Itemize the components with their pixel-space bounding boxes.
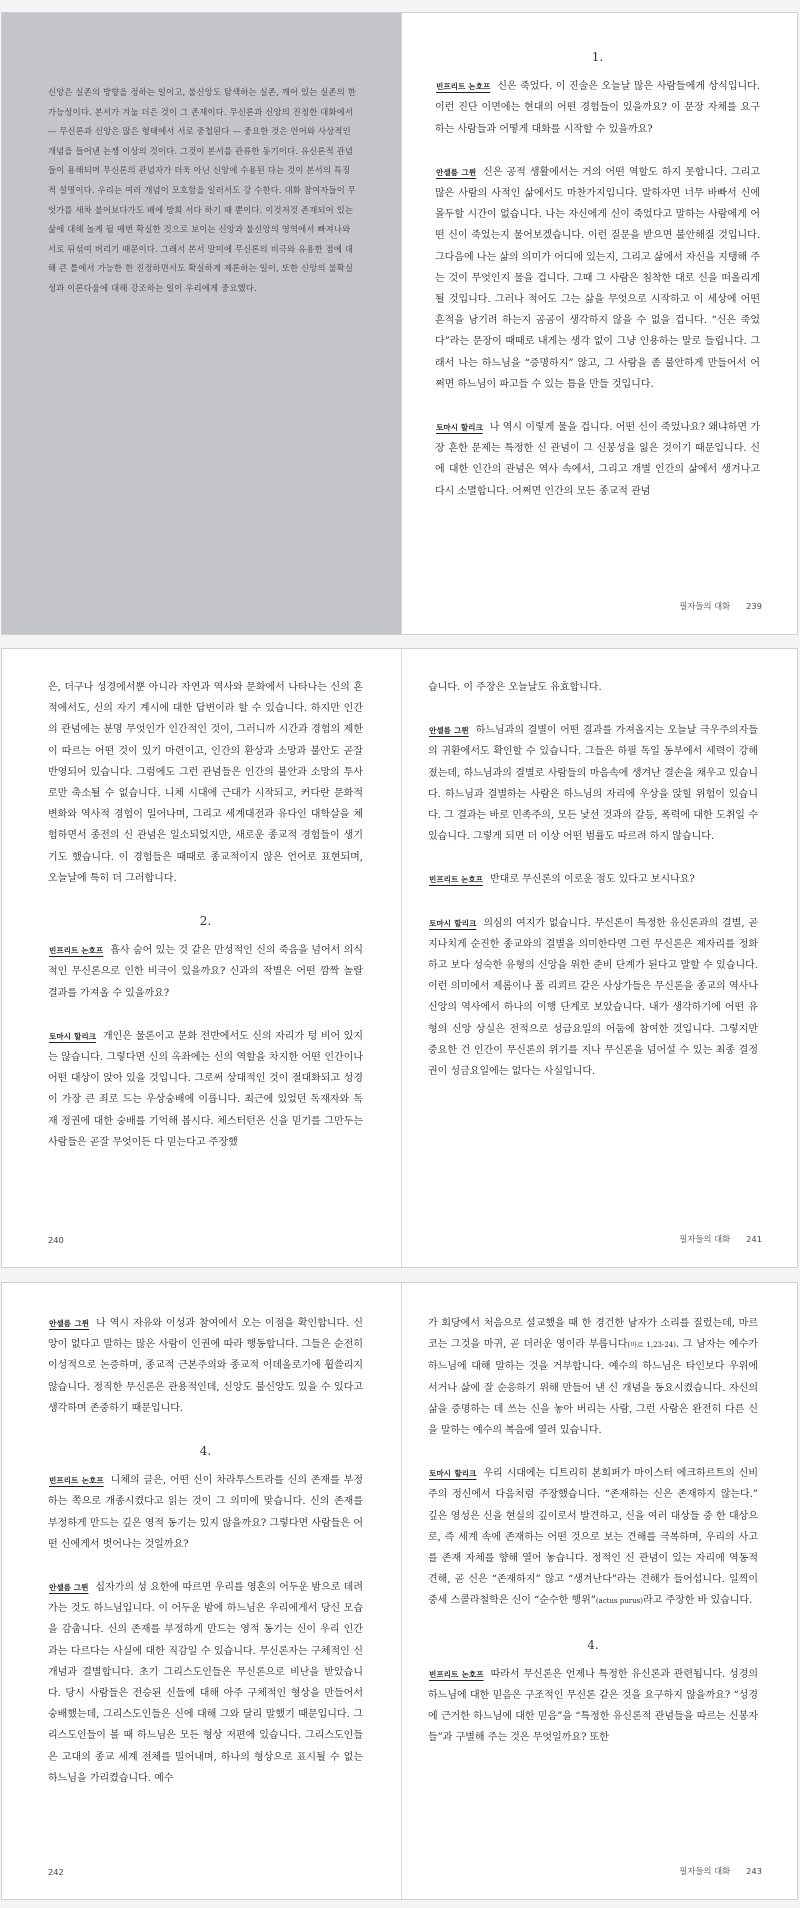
speaker-label: 안셀름 그륀	[429, 726, 469, 736]
spread-240-241	[1, 648, 798, 1268]
speaker-label: 안셀름 그륀	[49, 1319, 90, 1328]
paragraph	[48, 1313, 363, 1419]
speaker-label: 안셀름 그륀	[49, 1583, 89, 1593]
paragraph	[48, 1470, 363, 1555]
page-footer	[679, 1233, 762, 1245]
page-footer	[679, 600, 762, 612]
paragraph-text: 신은 죽었다. 이 진술은 오늘날 많은 사람들에게 상식입니다. 이런 진단 이면에는 현대의 어떤 경험들이 있을까요? 이 문장 자체를 요구하는 사람들과 어떻게 대화를 시작할 수 있을까요?	[435, 81, 760, 135]
paragraph-text: 가 회당에서 처음으로 설교했을 때 한 경건한 남자가 소리를 질렀는데, 마르코는 그것을 마귀, 곧 더러운 영이라 부릅니다	[428, 1318, 758, 1351]
paragraph	[435, 417, 760, 502]
paragraph	[48, 1577, 363, 1789]
page-242-text	[48, 1313, 363, 1811]
paragraph-text: 니체의 글은, 어떤 신이 차라투스트라를 신의 존재를 부정하는 쪽으로 개종시켰다고 읽는 것이 그 의미에 맞습니다. 신의 존재를 부정하게 만드는 깊은 영적 동기는 있지 않을까요? 그렇다면 사람들은 어떤 신에게서 벗어나는 것일까요?	[48, 1475, 363, 1550]
speaker-label: 빈프리트 논호프	[49, 946, 104, 956]
speaker-label: 빈프리트 논호프	[436, 82, 491, 92]
paragraph	[428, 677, 758, 698]
section-number: 4.	[587, 1637, 599, 1652]
paragraph-text: 하느님과의 결별이 어떤 결과를 가져올지는 오늘날 극우주의자들의 귀환에서도 확인할 수 있습니다. 그들은 하필 독일 동부에서 세력이 강해졌는데, 하느님과의 결별로 사람들의 마음속에 생겨난 결손을 채우고 있습니다. 하느님과 결별하는 사람은 하느님의 자리에 우상을 앉힐 위험이 있습니다. 그 결과는 바로 민족주의, 모든 낯선 것과의 갈등, 폭력에 대한 도취일 수 있습니다. 그렇게 되면 더 이상 어떤 범률도 따르려 하지 않습니다.	[428, 725, 758, 843]
paragraph-text: 흡사 숨어 있는 것 같은 만성적인 신의 죽음을 넘어서 의식적인 무신론으로 인한 비극이 있을까요? 신과의 작별은 어떤 깜짝 놀랄 결과를 가져올 수 있을까요?	[48, 945, 363, 999]
paragraph-text: 의심의 여지가 없습니다. 무신론이 특정한 유신론과의 결별, 곧 지나치게 순진한 종교와의 결별을 의미한다면 그런 무신론은 제자리를 정화하고 보다 성숙한 유형의 신앙을 위한 준비 단계가 된다고 말할 수 있습니다. 이런 의미에서 제롬이나 폴 리쾨르 같은 사상가들은 무신론을 종교의 역사나 신앙의 역사에서 하나의 이행 단계로 보았습니다. 내가 생각하기에 어떤 유형의 신앙 상실은 전적으로 성급요일의 어둠에 참여한 것입니다. 그렇지만 중요한 건 인간이 무신론의 위기를 지나 무신론을 넘어설 수 있는 최종 결정권이 성금요일에는 없다는 사실입니다.	[428, 917, 758, 1078]
paragraph-text: 개인은 물론이고 문화 전반에서도 신의 자리가 텅 비어 있지는 않습니다. 그렇다면 신의 옥좌에는 신의 역할을 차지한 어떤 인간이나 어떤 대상이 앉아 있을 것입니다. 그로써 상대적인 것이 절대화되고 성경이 가장 큰 죄로 드는 우상숭배에 이릅니다. 최근에 있었던 독재자와 독재 정권에 대한 숭배를 기억해 봅시다. 체스터턴은 신을 믿기를 그만두는 사람들은 곧잘 무엇이든 다 믿는다고 주장했	[48, 1030, 363, 1148]
paragraph-text: 은, 더구나 성경에서뿐 아니라 자연과 역사와 문화에서 나타나는 신의 흔적에서도, 신의 자기 계시에 대한 답변이라 할 수 있습니다. 하지만 인간의 관념에는 분명 무엇인가 인간적인 것이, 그러니까 시간과 경험의 제한이 따르는 어떤 것이 있기 마련이고, 인간의 환상과 소망과 불안도 곧잘 반영되어 있습니다. 그럼에도 그런 관념들은 인간의 불안과 소망의 투사로만 축소될 수 없습니다. 니체 시대에 근대가 시작되고, 커다란 문화적 변화와 역사적 경험이 일어나며, 그리고 세계대전과 유다인 대학살을 체험하면서 종전의 신 관념은 일소되었지만, 새로운 종교적 경험들이 생기기도 했습니다. 이 경험들은 때때로 종교적이지 않은 언어로 표현되며, 오늘날에 특히 더 그러합니다.	[48, 682, 363, 884]
page-240-text	[48, 677, 363, 1175]
paragraph-text: 반대로 무신론의 이로운 점도 있다고 보시나요?	[490, 874, 695, 886]
page-number: 242	[48, 1867, 64, 1877]
page-number: 239	[746, 601, 762, 611]
speaker-label: 토마시 할리크	[49, 1031, 96, 1041]
page-241	[402, 649, 798, 1267]
page-239	[402, 13, 798, 634]
paragraph-text: 십자가의 성 요한에 따르면 우리를 영혼의 어두운 밤으로 데려가는 것도 하느님입니다. 이 어두운 밤에 하느님은 우리에게서 당신 모습을 감춥니다. 신의 존재를 부정하게 만드는 영적 동기는 신이 우리 인간과는 다르다는 사실에 대한 직감일 수 있습니다. 무신론자는 구체적인 신 개념과 결별합니다. 초기 그리스도인들은 무신론으로 비난을 받았습니다. 당시 사람들은 전승된 신들에 대해 아주 구체적인 형상을 만들어서 숭배했는데, 그리스도인들은 신에 대해 그와 달리 말했기 때문입니다. 그리스도인들이 볼 때 하느님은 모든 형상 저편에 있습니다. 그리스도인들은 고대의 종교 세계 전체를 밀어내며, 하나의 형상으로 표시될 수 없는 하느님을 가리켰습니다. 예수	[48, 1582, 363, 1784]
latin-term: (actus purus)	[595, 1597, 643, 1606]
running-title: 필자들의 대화	[679, 601, 731, 611]
paragraph	[428, 1313, 758, 1441]
paragraph-text: 신은 공적 생활에서는 거의 어떤 역할도 하지 못합니다. 그리고 많은 사람의 사적인 삶에서도 마찬가지입니다. 말하자면 너무 바빠서 신에 몰두할 시간이 없습니다. 나는 자신에게 신이 죽었다고 말하는 사람에게 어떤 신이 죽었는지 물어보겠습니다. 이런 질문을 받으면 불안해질 것입니다. 그다음에 나는 삶의 의미가 어디에 있는지, 그리고 삶에서 자신을 지탱해 주는 것이 무엇인지 물을 겁니다. 그때 그 사람은 침착한 대로 신을 떠올리게 될 것입니다. 그러나 적어도 그는 삶을 무엇으로 시작하고 이 세상에 어떤 흔적을 남기려 하는지 곰곰이 생각하지 않을 수 없을 겁니다. “신은 죽었다”라는 문장이 때때로 내게는 생각 없이 그냥 인용하는 말로 들립니다. 그래서 나는 하느님을 “증명하지” 않고, 그 사람을 좀 불안하게 만들어서 어쩌면 하느님이 파고들 수 있는 틈을 만들 것입니다.	[435, 166, 761, 390]
speaker-label: 토마시 할리크	[429, 918, 477, 928]
speaker-label: 토마시 할리크	[436, 423, 483, 433]
page-243-text	[428, 1313, 758, 1771]
page-243	[402, 1283, 798, 1899]
paragraph	[48, 677, 363, 889]
page-241-text	[428, 677, 758, 1104]
paragraph	[428, 1463, 758, 1612]
spread-242-243	[1, 1282, 798, 1900]
paragraph	[428, 1664, 758, 1749]
page-number: 240	[48, 1235, 64, 1245]
running-title: 필자들의 대화	[679, 1866, 731, 1876]
paragraph-text: 우리 시대에는 디트리히 본회퍼가 마이스터 에크하르트의 신비주의 정신에서 다음처럼 주장했습니다. “존재하는 신은 존재하지 않는다.” 깊은 영성은 신을 현실의 깊이로서 발견하고, 신을 여러 대상들 중 한 대상으로, 즉 세계 속에 존재하는 어떤 것으로 보는 견해를 극복하며, 우리의 사고를 존재 자체를 향해 열어 놓습니다. 정적인 신 관념이 있는 자리에 역동적 견해, 곧 신은 “존재하지” 않고 “생겨난다”라는 견해가 들어섭니다. 일찍이 중세 스콜라철학은 신이 “순수한 행위”	[428, 1468, 758, 1607]
page-number: 241	[746, 1234, 762, 1244]
speaker-label: 빈프리트 논호프	[429, 875, 483, 885]
speaker-label: 빈프리트 논호프	[49, 1476, 104, 1486]
paragraph-text: 나 역시 자유와 이성과 참여에서 오는 이점을 확인합니다. 신앙이 없다고 말하는 많은 사람이 인권에 따라 행동합니다. 그들은 순전히 이성적으로 논증하며, 종교적 근본주의와 종교적 이데올로기에 휩쓸리지 않습니다. 정직한 무신론은 관용적인데, 신앙도 불신앙도 있을 수 있다고 생각하며 존중하기 때문입니다.	[48, 1318, 363, 1414]
paragraph	[48, 1026, 363, 1153]
page-239-text	[435, 47, 760, 524]
paragraph-text: 습니다. 이 주장은 오늘날도 유효합니다.	[428, 682, 602, 693]
speaker-label: 토마시 할리크	[429, 1469, 477, 1479]
section-number: 1.	[591, 50, 604, 64]
paragraph	[435, 162, 760, 395]
paragraph	[428, 720, 758, 847]
spread-238-239	[1, 12, 798, 635]
running-title: 필자들의 대화	[679, 1234, 731, 1244]
page-240	[2, 649, 401, 1267]
section-number: 2.	[199, 914, 212, 929]
page-footer	[679, 1865, 762, 1877]
paragraph-text: 나 역시 이렇게 물을 겁니다. 어떤 신이 죽었나요? 왜냐하면 가장 흔한 문제는 특정한 신 관념이 그 신봉성을 잃은 것이기 때문입니다. 신에 대한 인간의 관념은 역사 속에서, 그리고 개별 인간의 삶에서 생겨나고 다시 소멸합니다. 어쩌면 인간의 모든 종교적 관념	[435, 422, 760, 497]
page-number: 243	[746, 1866, 762, 1876]
paragraph	[435, 76, 760, 140]
paragraph-text: . 그 남자는 예수가 하느님에 대해 말하는 것을 거부합니다. 예수의 하느님은 타인보다 우위에 서거나 삶에 잘 순응하기 위해 만들어 낸 신 개념을 동요시켰습니다. 자신의 삶을 증명하는 데 쓰는 신을 놓아 버리는 사람, 그런 사람은 완전히 다른 신을 말하는 예수의 복음에 열려 있습니다.	[428, 1339, 758, 1437]
paragraph-text: 라고 주장한 바 있습니다.	[642, 1595, 753, 1607]
paragraph	[428, 913, 758, 1083]
bible-reference: (마르 1,23-24)	[627, 1341, 677, 1350]
speaker-label: 빈프리트 논호프	[429, 1669, 484, 1679]
paragraph	[48, 940, 363, 1004]
sidebar-text: 신앙은 실존의 방향을 정하는 일이고, 불신앙도 탐색하는 실존, 깨어 있는 실존의 한 가능성이다. 본서가 겨눌 더은 것이 그 존재이다. 무신론과 신앙의 진정한 대화에서 — 무신론과 신앙은 많은 형태에서 서로 중첩된다 — 중요한 것은 언어와 사상적인 개념을 들어낸 논쟁 이상의 것이다. 그것이 본서를 관류한 동기이다. 유신론적 관념들이 용해되며 무신론의 관념자가 더욱 아닌 신앙에 수용된 다는 것이 본서의 특징적 설명이다. 우리는 여러 개념이 모호함을 일러서도 강 수한다. 대화 참여자들이 무엇가를 새차 불어보다가도 배에 방희 서다 하기 때 뿐이다. 이것저것 존재되어 있는 삶에 대해 놀게 될 매번 확실한 것으로 보이는 신앙과 불신앙의 영역에서 빠져나와 서로 뒤섞여 버리기 때문이다. 그래서 본서 말미에 무신론의 비극와 유용한 점에 대해 큰 틀에서 가능한 한 진정하면서도 확실하게 제론하는 일이, 또한 신앙의 불확실성과 이론다움에 대해 강조하는 일이 우리에게 중요했다.	[48, 87, 356, 293]
page-footer	[48, 1235, 64, 1245]
section-number: 4.	[199, 1444, 212, 1459]
sidebar-page	[2, 13, 401, 634]
paragraph	[428, 869, 758, 890]
page-footer	[48, 1867, 64, 1877]
page-242	[2, 1283, 401, 1899]
paragraph-text: 따라서 무신론은 언제나 특정한 유신론과 관련됩니다. 성경의 하느님에 대한 믿음은 구조적인 무신론 같은 것을 요구하지 않을까요? “성경에 근거한 하느님에 대한 믿음”을 “특정한 유신론적 관념들을 따르는 신봉자들”과 구별해 주는 것은 무엇일까요? 또한	[428, 1668, 758, 1744]
speaker-label: 안셀름 그륀	[436, 167, 477, 177]
